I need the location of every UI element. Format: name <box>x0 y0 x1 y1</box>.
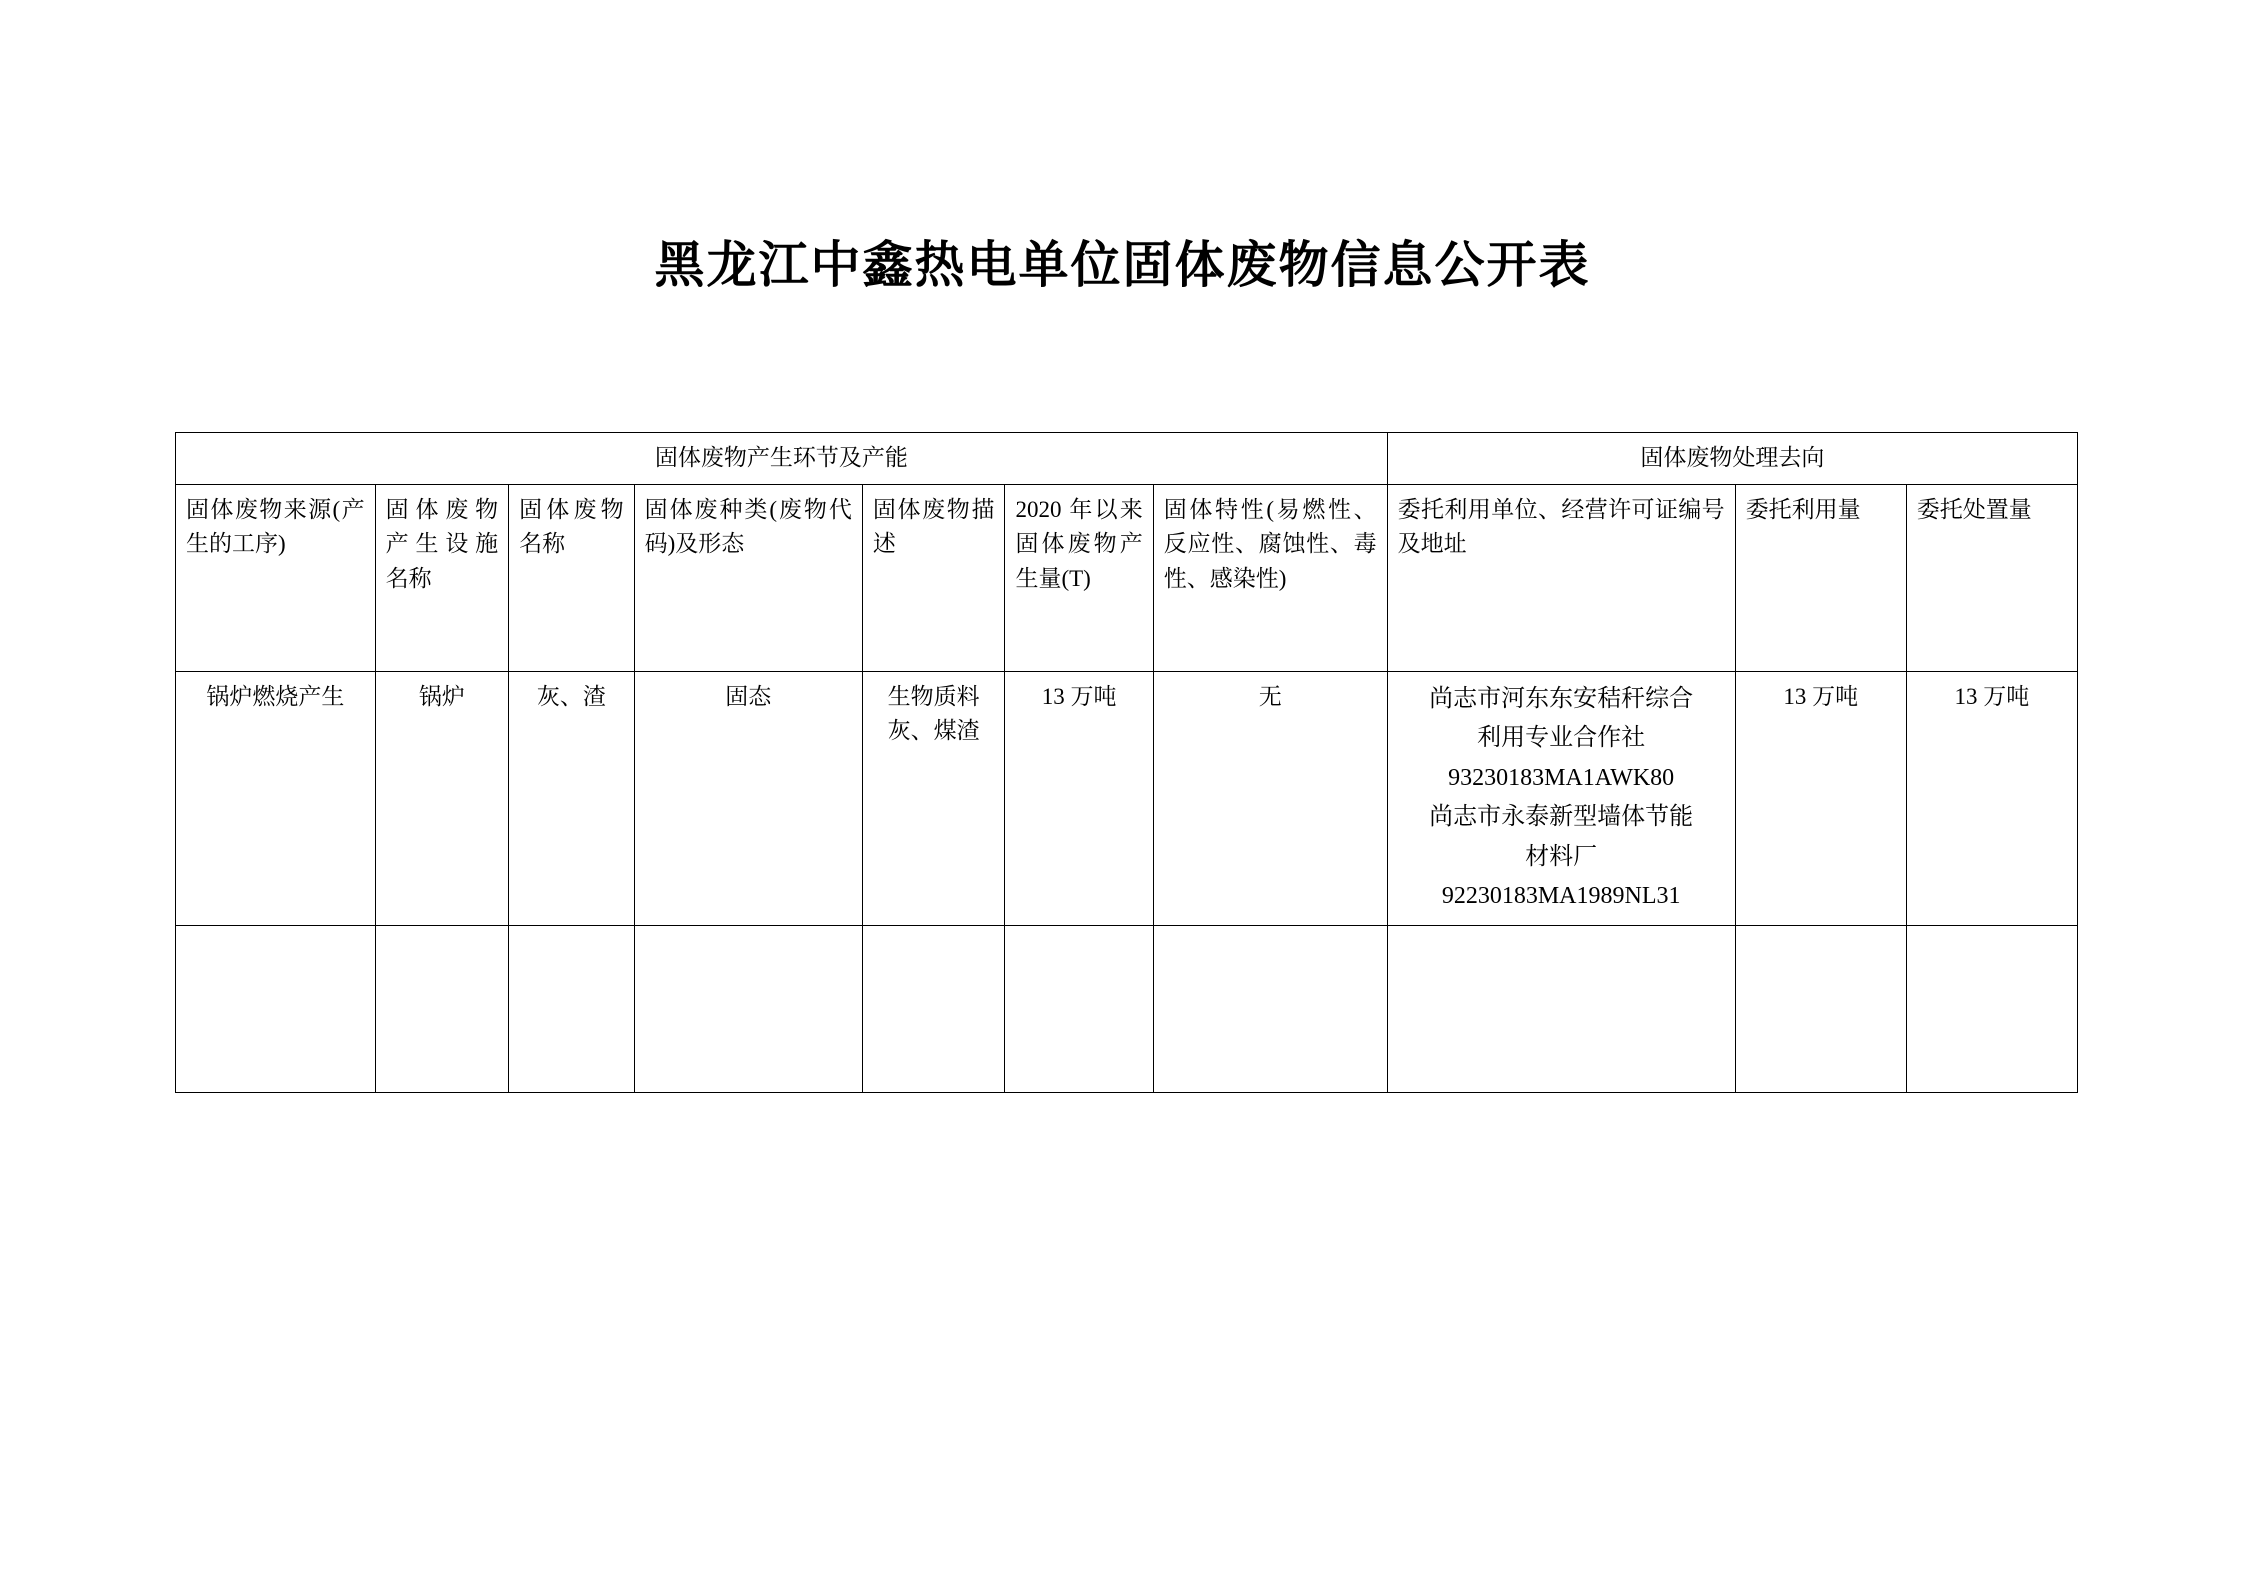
column-header-waste-name: 固体废物名称 <box>509 484 635 671</box>
cell-waste-name <box>509 926 635 1093</box>
column-header-entrusted-units: 委托利用单位、经营许可证编号及地址 <box>1387 484 1735 671</box>
entrusted-unit-line: 利用专业合作社 <box>1477 725 1646 752</box>
cell-source: 锅炉燃烧产生 <box>176 671 376 926</box>
cell-characteristics <box>1153 926 1387 1093</box>
column-header-facility: 固体废物产生设施名称 <box>375 484 508 671</box>
group-header-production: 固体废物产生环节及产能 <box>176 433 1388 485</box>
cell-amount: 13 万吨 <box>1005 671 1153 926</box>
cell-facility <box>375 926 508 1093</box>
table-column-header-row <box>176 484 2078 671</box>
cell-category-form <box>634 926 862 1093</box>
entrusted-unit-line: 尚志市永泰新型墙体节能 <box>1429 804 1694 831</box>
entrusted-unit-line: 材料厂 <box>1525 843 1598 870</box>
cell-disposal-amount <box>1906 926 2077 1093</box>
column-header-disposal-amount: 委托处置量 <box>1906 484 2077 671</box>
solid-waste-information-table <box>175 432 2078 1093</box>
table-row <box>176 926 2078 1093</box>
cell-description <box>862 926 1005 1093</box>
entrusted-unit-line: 93230183MA1AWK80 <box>1448 764 1675 791</box>
cell-waste-name: 灰、渣 <box>509 671 635 926</box>
cell-category-form: 固态 <box>634 671 862 926</box>
cell-description: 生物质料灰、煤渣 <box>862 671 1005 926</box>
column-header-source: 固体废物来源(产生的工序) <box>176 484 376 671</box>
cell-source <box>176 926 376 1093</box>
column-header-characteristics: 固体特性(易燃性、反应性、腐蚀性、毒性、感染性) <box>1153 484 1387 671</box>
cell-entrusted-units <box>1387 671 1735 926</box>
table-group-header-row <box>176 433 2078 485</box>
cell-amount <box>1005 926 1153 1093</box>
cell-disposal-amount: 13 万吨 <box>1906 671 2077 926</box>
cell-characteristics: 无 <box>1153 671 1387 926</box>
group-header-disposal: 固体废物处理去向 <box>1387 433 2077 485</box>
column-header-category-form: 固体废种类(废物代码)及形态 <box>634 484 862 671</box>
entrusted-unit-line: 尚志市河东东安秸秆综合 <box>1429 685 1694 712</box>
cell-facility: 锅炉 <box>375 671 508 926</box>
entrusted-unit-line: 92230183MA1989NL31 <box>1441 883 1681 910</box>
table-row <box>176 671 2078 926</box>
cell-entrusted-units <box>1387 926 1735 1093</box>
column-header-amount: 2020 年以来固体废物产生量(T) <box>1005 484 1153 671</box>
cell-use-amount: 13 万吨 <box>1735 671 1906 926</box>
column-header-description: 固体废物描述 <box>862 484 1005 671</box>
column-header-use-amount: 委托利用量 <box>1735 484 1906 671</box>
page-title: 黑龙江中鑫热电单位固体废物信息公开表 <box>654 235 1591 294</box>
cell-use-amount <box>1735 926 1906 1093</box>
